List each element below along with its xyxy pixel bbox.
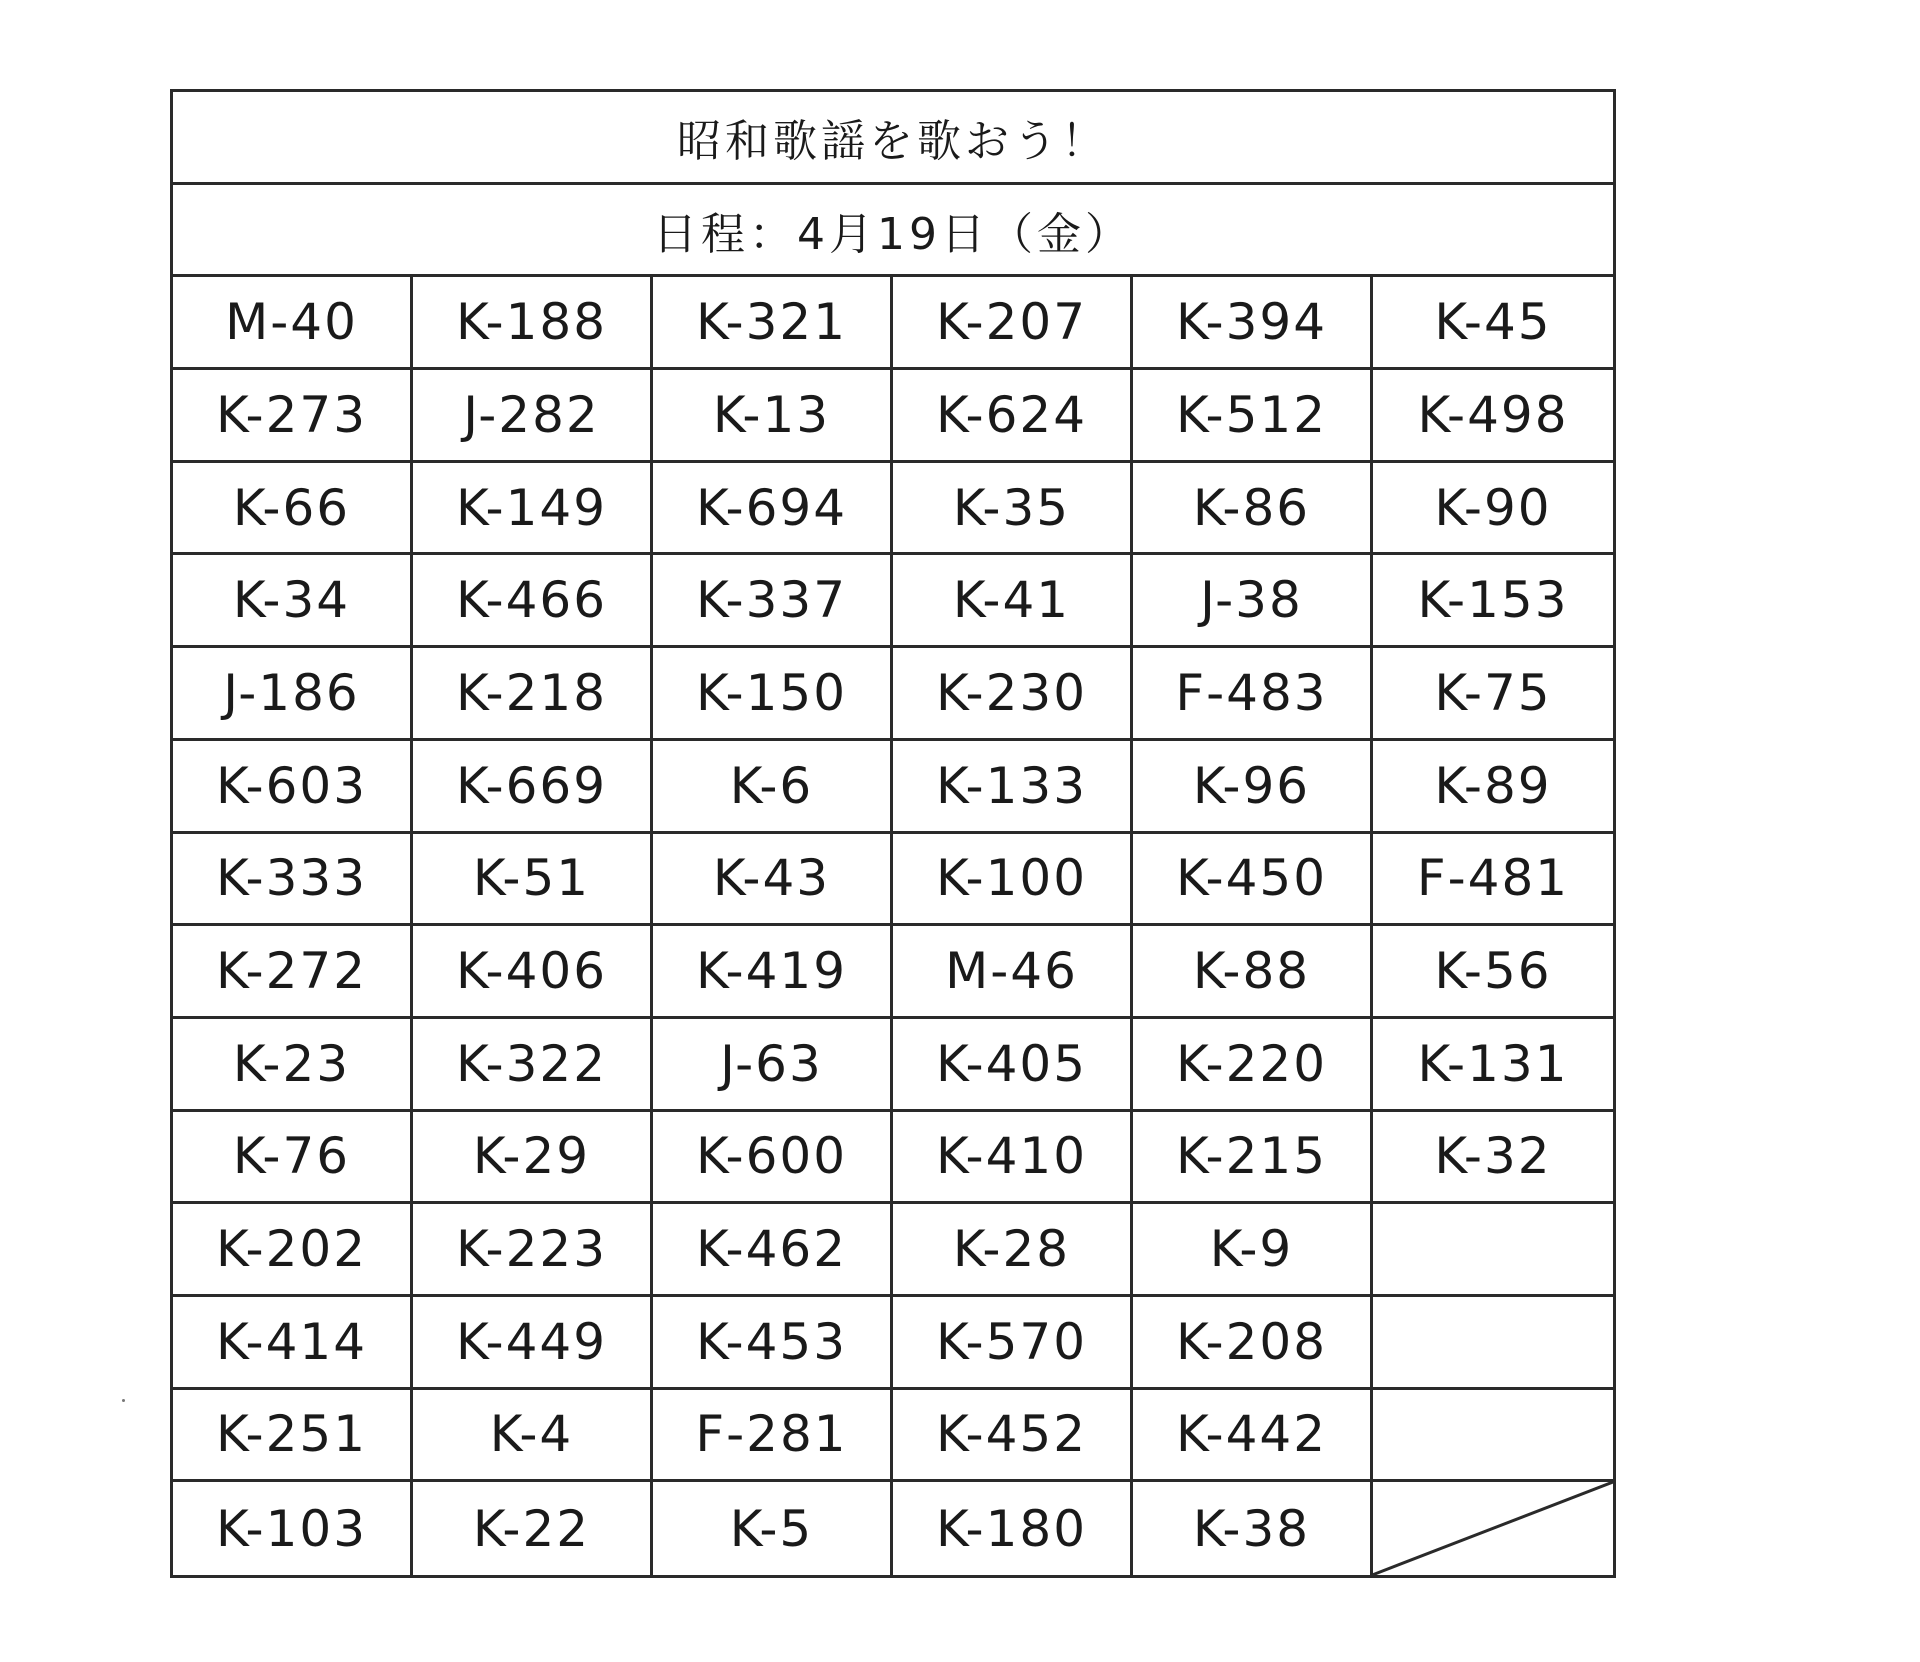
table-cell: K-405 bbox=[893, 1019, 1133, 1112]
table-cell: K-410 bbox=[893, 1112, 1133, 1205]
table-cell: F-281 bbox=[653, 1390, 893, 1483]
table-cell: K-603 bbox=[173, 741, 413, 834]
table-cell: K-35 bbox=[893, 463, 1133, 556]
table-cell: K-215 bbox=[1133, 1112, 1373, 1205]
table-cell: K-32 bbox=[1373, 1112, 1613, 1205]
table-cell: K-207 bbox=[893, 277, 1133, 370]
diagonal-line bbox=[1373, 1482, 1613, 1575]
table-cell: K-570 bbox=[893, 1297, 1133, 1390]
table-cell: M-46 bbox=[893, 926, 1133, 1019]
table-cell: K-498 bbox=[1373, 370, 1613, 463]
table-cell: K-419 bbox=[653, 926, 893, 1019]
table-cell: K-188 bbox=[413, 277, 653, 370]
table-cell: K-29 bbox=[413, 1112, 653, 1205]
table-cell: K-442 bbox=[1133, 1390, 1373, 1483]
table-cell: K-337 bbox=[653, 555, 893, 648]
table-cell: M-40 bbox=[173, 277, 413, 370]
table-cell: K-208 bbox=[1133, 1297, 1373, 1390]
table-cell: K-406 bbox=[413, 926, 653, 1019]
table-cell: K-452 bbox=[893, 1390, 1133, 1483]
table-cell: K-512 bbox=[1133, 370, 1373, 463]
table-cell: K-223 bbox=[413, 1204, 653, 1297]
table-cell: K-669 bbox=[413, 741, 653, 834]
table-cell: K-76 bbox=[173, 1112, 413, 1205]
table-cell: J-38 bbox=[1133, 555, 1373, 648]
table-cell: K-600 bbox=[653, 1112, 893, 1205]
table-cell: K-28 bbox=[893, 1204, 1133, 1297]
table-cell: K-38 bbox=[1133, 1482, 1373, 1575]
table-title: 昭和歌謡を歌おう！ bbox=[173, 92, 1613, 185]
table-cell: K-180 bbox=[893, 1482, 1133, 1575]
table-cell: K-321 bbox=[653, 277, 893, 370]
table-cell: K-149 bbox=[413, 463, 653, 556]
table-cell: K-462 bbox=[653, 1204, 893, 1297]
table-cell: K-220 bbox=[1133, 1019, 1373, 1112]
table-cell: K-9 bbox=[1133, 1204, 1373, 1297]
table-cell: J-186 bbox=[173, 648, 413, 741]
table-cell: K-131 bbox=[1373, 1019, 1613, 1112]
table-cell bbox=[1373, 1390, 1613, 1483]
table-cell: K-272 bbox=[173, 926, 413, 1019]
table-cell: F-481 bbox=[1373, 834, 1613, 927]
table-cell: K-202 bbox=[173, 1204, 413, 1297]
table-cell bbox=[1373, 1204, 1613, 1297]
table-cell: K-230 bbox=[893, 648, 1133, 741]
table-cell bbox=[1373, 1297, 1613, 1390]
table-cell: K-6 bbox=[653, 741, 893, 834]
table-cell: J-63 bbox=[653, 1019, 893, 1112]
table-cell: K-86 bbox=[1133, 463, 1373, 556]
diagonal-strike bbox=[1373, 1482, 1613, 1575]
table-cell: K-450 bbox=[1133, 834, 1373, 927]
scan-speck bbox=[122, 1399, 125, 1402]
table-cell: K-51 bbox=[413, 834, 653, 927]
table-cell: K-153 bbox=[1373, 555, 1613, 648]
table-cell: K-22 bbox=[413, 1482, 653, 1575]
table-cell: K-414 bbox=[173, 1297, 413, 1390]
table-cell: K-103 bbox=[173, 1482, 413, 1575]
table-cell: K-43 bbox=[653, 834, 893, 927]
table-cell: K-218 bbox=[413, 648, 653, 741]
table-cell: K-5 bbox=[653, 1482, 893, 1575]
table-cell: K-453 bbox=[653, 1297, 893, 1390]
table-cell: K-273 bbox=[173, 370, 413, 463]
table-cell: K-4 bbox=[413, 1390, 653, 1483]
table-cell: K-449 bbox=[413, 1297, 653, 1390]
table-cell: K-66 bbox=[173, 463, 413, 556]
table-cell: K-133 bbox=[893, 741, 1133, 834]
table-cell: K-88 bbox=[1133, 926, 1373, 1019]
table-cell-crossed bbox=[1373, 1482, 1613, 1575]
table-cell: K-56 bbox=[1373, 926, 1613, 1019]
table-cell: K-89 bbox=[1373, 741, 1613, 834]
table-cell: K-34 bbox=[173, 555, 413, 648]
table-cell: K-251 bbox=[173, 1390, 413, 1483]
table-cell: K-13 bbox=[653, 370, 893, 463]
table-cell: J-282 bbox=[413, 370, 653, 463]
table-cell: K-90 bbox=[1373, 463, 1613, 556]
song-table bbox=[170, 89, 1616, 1578]
table-cell: K-96 bbox=[1133, 741, 1373, 834]
table-cell: K-394 bbox=[1133, 277, 1373, 370]
schedule-date: 日程：4月19日（金） bbox=[173, 185, 1613, 278]
table-cell: F-483 bbox=[1133, 648, 1373, 741]
table-cell: K-45 bbox=[1373, 277, 1613, 370]
table-cell: K-150 bbox=[653, 648, 893, 741]
table-cell: K-322 bbox=[413, 1019, 653, 1112]
table-cell: K-624 bbox=[893, 370, 1133, 463]
table-cell: K-100 bbox=[893, 834, 1133, 927]
table-cell: K-333 bbox=[173, 834, 413, 927]
table-cell: K-694 bbox=[653, 463, 893, 556]
table-cell: K-23 bbox=[173, 1019, 413, 1112]
table-cell: K-75 bbox=[1373, 648, 1613, 741]
table-cell: K-466 bbox=[413, 555, 653, 648]
table-cell: K-41 bbox=[893, 555, 1133, 648]
